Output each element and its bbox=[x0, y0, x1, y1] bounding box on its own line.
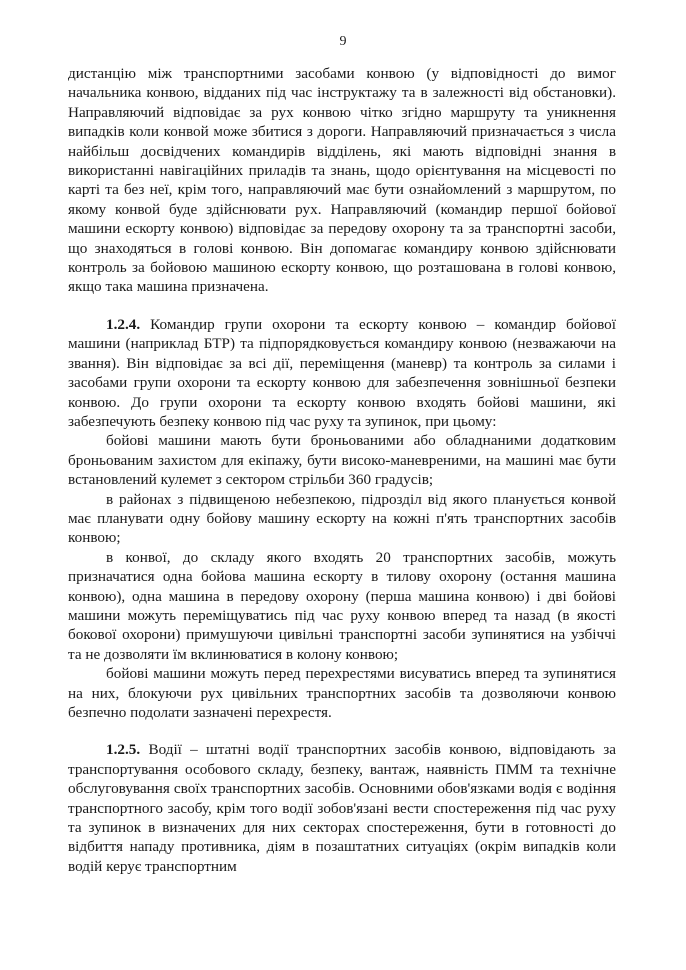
section-text: Водії – штатні водії транспортних засобів конвою, відповідають за транспортування особового складу, безпеку, вантаж, наявність ПММ та технічне обслуговування своїх транспортних засобів. Основними обов'язками водія є водіння транспортного засобу, крім того водії зобов'язані вести спостереження під час руху та зупинок в визначених для них секторах спостереження, бути в готовності до відбиття нападу противника, діям в позаштатних ситуаціях (окрім випадків коли водій керує транспортним bbox=[68, 741, 616, 875]
section-text: Командир групи охорони та ескорту конвою – командир бойової машини (наприклад БТР) та підпорядковується командиру конвою (незважаючи на звання). Він відповідає за всі дії, переміщення (маневр) та контроль за силами і засобами групи охорони та ескорту конвою для забезпечення зовнішньої безпеки конвою. До групи охорони та ескорту конвою входять бойові машини, які забезпечують безпеку конвою під час руху та зупинок, при цьому: bbox=[68, 315, 616, 430]
list-item: бойові машини мають бути броньованими або обладнаними додатковим броньованим захистом для екіпажу, бути високо-маневреними, на машині має бути встановлений кулемет з сектором стрільби 360 градусів; bbox=[68, 432, 616, 489]
section-number: 1.2.5. bbox=[106, 741, 141, 759]
list-item: бойові машини можуть перед перехрестями висуватись вперед та зупинятися на них, блокуючи рух цивільних транспортних засобів та дозволяючи конвою безпечно подолати зазначені перехрестя. bbox=[68, 665, 616, 721]
list-item: в районах з підвищеною небезпекою, підрозділ від якого планується конвой має планувати одну бойову машину ескорту на кожні п'ять транспортних засобів конвою; bbox=[68, 490, 616, 547]
section-1-2-4 bbox=[68, 315, 616, 431]
section-number: 1.2.4. bbox=[106, 315, 141, 333]
list-item: в конвої, до складу якого входять 20 транспортних засобів, можуть призначатися одна бойова машина ескорту в тилову охорону (остання машина конвою), одна машина в передову охорону (перша машина конвою) і дві бойові машини можуть переміщуватись під час руху конвою вперед та назад (в якості бокової охорони) примушуючи цивільні транспортні засоби зупинятися на узбіччі та не дозволяти їм вклинюватися в колону конвою; bbox=[68, 548, 616, 663]
page-number: 9 bbox=[339, 34, 347, 49]
paragraph-convoy-leader: дистанцію між транспортними засобами конвою (у відповідності до вимог начальника конвою, відданих під час інструктажу та в залежності від обстановки). Направляючий відповідає за рух конвою чітко згідно маршруту та уникнення випадків коли конвой може збитися з дороги. Направляючий призначається з числа найбільш досвідчених командирів відділень, які мають відповідні знання в використанні навігаційних приладів та знань, щодо орієнтування на місцевості по карті та без неї, крім того, направляючий має бути ознайомлений з маршрутом, по якому конвой буде здійснювати рух. Направляючий (командир першої бойової машини ескорту конвою) відповідає за передову охорону та за транспортні засоби, що знаходяться в голові конвою. Він допомагає командиру конвою здійснювати контроль за бойовою машиною ескорту конвою, що розташована в голові конвою, якщо така машина призначена. bbox=[68, 65, 616, 296]
section-1-2-5 bbox=[68, 740, 616, 876]
document-body bbox=[68, 64, 616, 876]
